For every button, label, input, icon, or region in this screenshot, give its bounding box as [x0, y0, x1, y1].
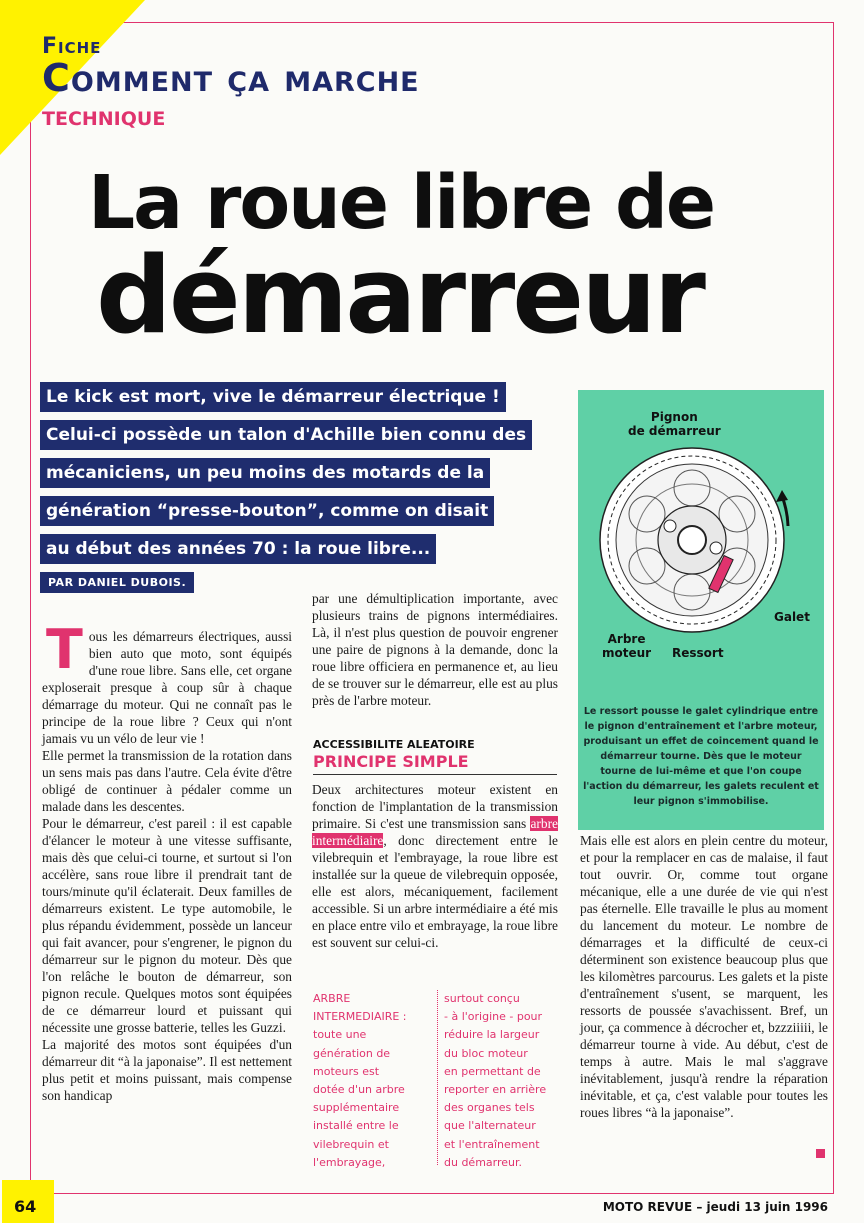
glossary-divider	[437, 990, 438, 1165]
glossary-line: et l'entraînement	[444, 1137, 540, 1151]
subhead-kicker: ACCESSIBILITE ALEATOIRE	[313, 738, 475, 751]
subhead: PRINCIPE SIMPLE	[313, 752, 469, 771]
glossary-line: en permettant de	[444, 1064, 541, 1078]
highlighted-term: arbre intermédiaire	[312, 816, 558, 848]
byline: PAR DANIEL DUBOIS.	[40, 572, 194, 593]
section-technique: TECHNIQUE	[42, 108, 166, 130]
glossary-line: vilebrequin et	[313, 1137, 389, 1151]
glossary-line: des organes tels	[444, 1101, 535, 1115]
lead-line: Celui-ci possède un talon d'Achille bien connu des	[40, 420, 532, 450]
glossary-line: reporter en arrière	[444, 1083, 547, 1097]
lead-line: Le kick est mort, vive le démarreur électrique !	[40, 382, 506, 412]
footer-magazine: MOTO REVUE – jeudi 13 juin 1996	[602, 1200, 828, 1214]
glossary-line: du démarreur.	[444, 1155, 523, 1169]
paragraph: ous les démarreurs électriques, aussi bien auto que moto, sont équipés d'une roue libre. Sans elle, cet organe exploserait presque à coup sûr à chaque démarrage du moteur. Qui ne connaît pas le principe de la roue libre ? Ceux qui n'ont jamais vu un vélo de leur vie !	[42, 629, 292, 746]
shaft-center	[678, 526, 706, 554]
glossary-line: installé entre le	[313, 1119, 399, 1133]
article-column-2	[312, 590, 558, 709]
drop-cap: T	[46, 618, 83, 681]
paragraph: Pour le démarreur, c'est pareil : il est capable d'élancer le moteur à une vitesse suffisante, mais dès que celui-ci tourne, et surtout si l'on accélère, sans roue libre il prendrait tant de tours/minute qu'il éclaterait. Deux familles de démarreurs existent. Le type automobile, le plus répandu évidemment, possède un lanceur qui fait avancer, pour s'engrener, le pignon du démarreur sur le pignon du moteur. Dès que l'on relâche le bouton de démarreur, son pignon recule. Quelques motos sont équipées de ce démarreur lourd et puissant qui nécessite une grosse batterie, telles les Guzzi.	[42, 816, 292, 1035]
glossary-line: surtout conçu	[444, 992, 520, 1005]
lead-line: au début des années 70 : la roue libre...	[40, 534, 436, 564]
glossary-line: du bloc moteur	[444, 1046, 528, 1060]
glossary-line: ARBRE	[313, 992, 351, 1005]
article-column-2b	[312, 781, 558, 951]
glossary-line: toute une	[313, 1028, 367, 1042]
paragraph: Deux architectures moteur existent en fonction de l'implantation de la transmission primaire. Si c'est une transmission sans	[312, 782, 558, 831]
glossary-line: que l'alternateur	[444, 1119, 536, 1133]
paragraph: Mais elle est alors en plein centre du moteur, et pour la remplacer en cas de malaise, il faut tout ouvrir. Or, comme tout organe mécanique, elle a une durée de vie qui n'est pas éternelle. Elle travaille le plus au moment du lancement du moteur. Le nombre de démarrages et la difficulté de ceux-ci déterminent son existence beaucoup plus que les kilomètres parcourus. Les galets et la piste d'entraînement s'usent, se marquent, les ressorts de poussée s'avachissent. Bref, un jour, ça commence à décrocher et, bzzziiiii, le démarreur tourne à vide. Au début, c'est de temps à autre. Mais le mal s'aggrave inévitablement, jusqu'à rendre la réparation inévitable, et ça, c'est valable pour toutes les roues libres “à la japonaise”.	[580, 833, 828, 1120]
article-column-3	[580, 832, 828, 1121]
section-kicker-fiche: Fiche	[42, 34, 102, 59]
glossary-line: réduire la largeur	[444, 1028, 540, 1042]
glossary-line: génération de	[313, 1046, 391, 1060]
end-mark	[816, 1149, 825, 1158]
paragraph: La majorité des motos sont équipées d'un démarreur dit “à la japonaise”. Il est nettement plus petit et moins puissant, mais compense son handicap	[42, 1037, 292, 1103]
glossary-line: moteurs est	[313, 1064, 380, 1078]
section-title: Comment ça marche	[42, 56, 420, 100]
label-galet: Galet	[774, 610, 810, 624]
glossary-left	[313, 990, 433, 1172]
label-ressort: Ressort	[672, 646, 724, 660]
glossary-line: supplémentaire	[313, 1101, 400, 1115]
headline-line1: La roue libre de	[88, 160, 715, 246]
label-pignon: Pignon de démarreur	[628, 410, 721, 438]
article-column-1	[42, 618, 292, 1104]
glossary-line: dotée d'un arbre	[313, 1083, 405, 1097]
paragraph: Elle permet la transmission de la rotation dans un sens mais pas dans l'autre. Cela évite d'être obligé de continuer à pédaler comme un malade dans les descentes.	[42, 748, 292, 814]
lead-paragraph	[40, 382, 560, 572]
glossary-line: - à l'origine - pour	[444, 1010, 543, 1024]
divider	[313, 774, 557, 775]
lead-line: génération “presse-bouton”, comme on disait	[40, 496, 494, 526]
glossary-line: INTERMEDIAIRE :	[313, 1010, 407, 1024]
lead-line: mécaniciens, un peu moins des motards de la	[40, 458, 490, 488]
diagram-caption: Le ressort pousse le galet cylindrique entre le pignon d'entraînement et l'arbre moteur, produisant un effet de coincement quand le démarreur tourne. Dès que le moteur tourne de lui-même et que l'on coupe l'action du démarreur, les galets reculent et leur pignon s'immobilise.	[583, 706, 819, 807]
headline-line2: démarreur	[96, 234, 703, 357]
page-number: 64	[14, 1197, 37, 1216]
label-arbre: Arbre moteur	[602, 632, 652, 660]
paragraph: , donc directement entre le vilebrequin et l'embrayage, la roue libre est installée sur la queue de vilebrequin opposée, elle est alors, mécaniquement, facilement accessible. Si un arbre intermédiaire a été mis en place entre vilo et embrayage, la roue libre est souvent sur celui-ci.	[312, 833, 558, 950]
glossary-right	[444, 990, 564, 1172]
glossary-line: l'embrayage,	[313, 1155, 386, 1169]
paragraph: par une démultiplication importante, avec plusieurs trains de pignons intermédiaires. Là, il n'est plus question de pouvoir engrener une paire de pignons à la demande, donc la roue libre officiera en permanence et, au lieu de se trouver sur le démarreur, elle est au plus près de l'arbre moteur.	[312, 591, 558, 708]
